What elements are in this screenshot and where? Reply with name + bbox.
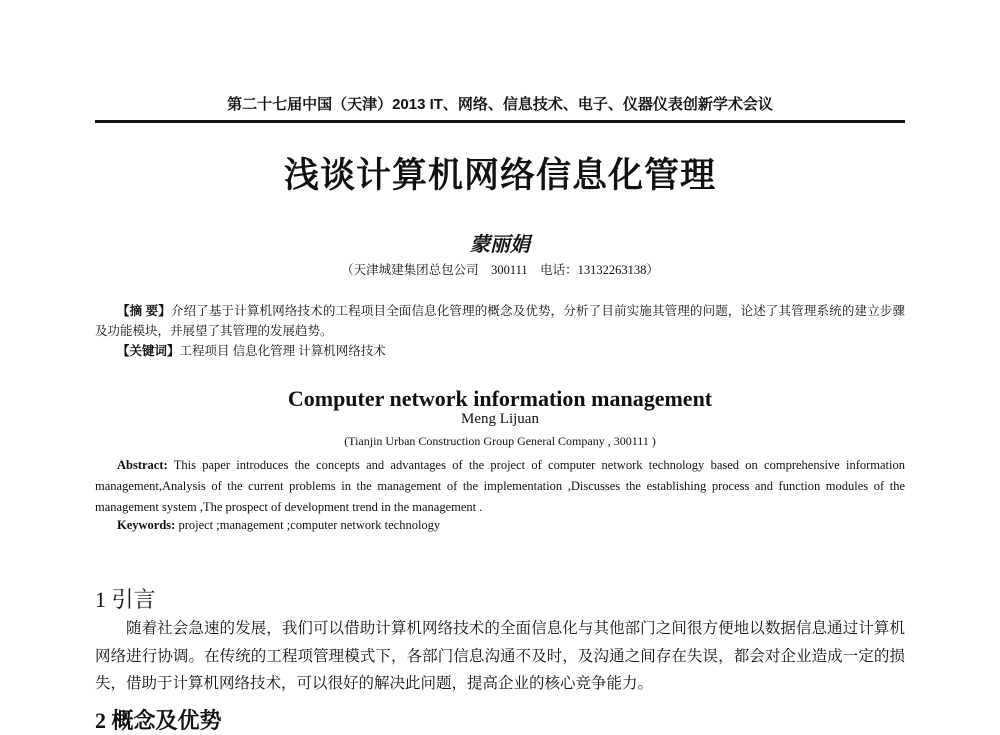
keywords-en	[117, 518, 440, 533]
keywords-cn	[117, 341, 386, 359]
section-heading-introduction: 1 引言	[95, 587, 156, 612]
abstract-en	[95, 455, 905, 518]
english-author: Meng Lijuan	[461, 411, 539, 427]
keywords-en-text: project ;management ;computer network technology	[178, 518, 441, 532]
keywords-en-label: Keywords:	[117, 518, 176, 532]
section-heading-concepts: 2 概念及优势	[95, 708, 222, 733]
keywords-cn-text: 工程项目 信息化管理 计算机网络技术	[179, 344, 386, 358]
affiliation: （天津城建集团总包公司 300111 电话：13132263138）	[341, 263, 659, 277]
section-body-introduction: 随着社会急速的发展，我们可以借助计算机网络技术的全面信息化与其他部门之间很方便地以数据信息通过计算机网络进行协调。在传统的工程项管理模式下，各部门信息沟通不及时，及沟通之间存在失误，都会对企业造成一定的损失，借助于计算机网络技术，可以很好的解决此问题，提高企业的核心竞争能力。	[95, 620, 905, 692]
author: 蒙丽娟	[470, 234, 530, 256]
header-rule	[95, 120, 905, 123]
abstract-en-label: Abstract:	[117, 458, 168, 472]
abstract-cn-text: 介绍了基于计算机网络技术的工程项目全面信息化管理的概念及优势，分析了目前实施其管理的问题，论述了其管理系统的建立步骤及功能模块，并展望了其管理的发展趋势。	[95, 304, 905, 338]
abstract-cn	[95, 301, 905, 341]
keywords-cn-label: 【关键词】	[117, 344, 180, 358]
english-affiliation: (Tianjin Urban Construction Group General Company , 300111 )	[344, 434, 656, 448]
english-title: Computer network information management	[287, 386, 713, 411]
abstract-en-text: This paper introduces the concepts and advantages of the project of computer network technology based on comprehensive information management,Analysis of the current problems in the management of the implementation ,Discusses the establishing process and function modules of the management system ,The prospect of development trend in the management .	[95, 458, 906, 514]
abstract-cn-label: 【摘 要】	[117, 304, 171, 318]
paper-title: 浅谈计算机网络信息化管理	[283, 156, 716, 195]
conference-header: 第二十七届中国（天津）2013 IT、网络、信息技术、电子、仪器仪表创新学术会议	[227, 96, 773, 113]
